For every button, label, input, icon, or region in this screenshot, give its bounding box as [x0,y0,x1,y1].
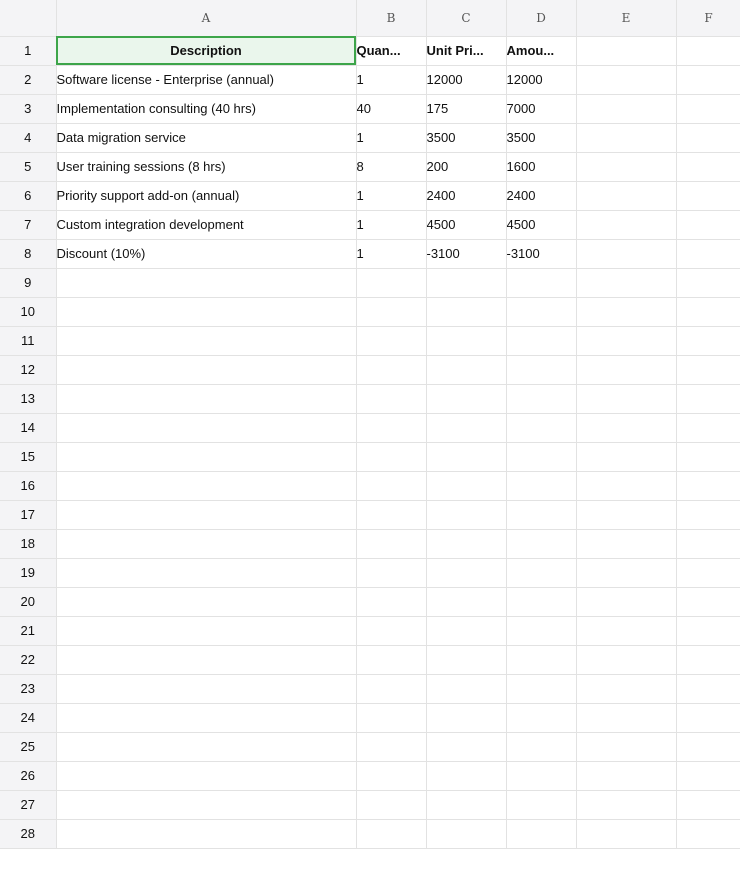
cell-f23[interactable] [676,674,740,703]
cell-f11[interactable] [676,326,740,355]
table-row [0,384,740,413]
table-row [0,587,740,616]
cell-e13[interactable] [576,384,676,413]
cell-b16[interactable] [356,471,426,500]
cell-e6[interactable] [576,181,676,210]
cell-d19[interactable] [506,558,576,587]
cell-f3[interactable] [676,94,740,123]
table-row [0,442,740,471]
cell-c11[interactable] [426,326,506,355]
cell-b15[interactable] [356,442,426,471]
cell-d1-amount-header[interactable]: Amou... [506,36,576,65]
table-row [0,326,740,355]
cell-b28[interactable] [356,819,426,848]
cell-a21[interactable] [56,616,356,645]
row-header[interactable]: 3 [0,94,56,123]
cell-b27[interactable] [356,790,426,819]
cell-f10[interactable] [676,297,740,326]
cell-a8[interactable]: Discount (10%) [56,239,356,268]
cell-c23[interactable] [426,674,506,703]
cell-b9[interactable] [356,268,426,297]
column-header-row [0,0,740,36]
cell-c25[interactable] [426,732,506,761]
cell-d5[interactable]: 1600 [506,152,576,181]
row-header[interactable]: 28 [0,819,56,848]
table-row [0,94,740,123]
cell-f8[interactable] [676,239,740,268]
row-header[interactable]: 27 [0,790,56,819]
cell-c12[interactable] [426,355,506,384]
cell-e18[interactable] [576,529,676,558]
cell-d3[interactable]: 7000 [506,94,576,123]
cell-e28[interactable] [576,819,676,848]
cell-f18[interactable] [676,529,740,558]
cell-b20[interactable] [356,587,426,616]
cell-b3[interactable]: 40 [356,94,426,123]
table-row [0,65,740,94]
table-row [0,36,740,65]
cell-c15[interactable] [426,442,506,471]
row-header[interactable]: 21 [0,616,56,645]
cell-c22[interactable] [426,645,506,674]
cell-c21[interactable] [426,616,506,645]
cell-f21[interactable] [676,616,740,645]
cell-f4[interactable] [676,123,740,152]
cell-c7[interactable]: 4500 [426,210,506,239]
cell-a19[interactable] [56,558,356,587]
cell-c19[interactable] [426,558,506,587]
cell-a6[interactable]: Priority support add-on (annual) [56,181,356,210]
cell-b22[interactable] [356,645,426,674]
cell-e22[interactable] [576,645,676,674]
cell-b12[interactable] [356,355,426,384]
column-header-e[interactable]: E [576,0,676,36]
cell-f19[interactable] [676,558,740,587]
cell-b26[interactable] [356,761,426,790]
row-header[interactable]: 20 [0,587,56,616]
cell-a7[interactable]: Custom integration development [56,210,356,239]
row-header[interactable]: 4 [0,123,56,152]
cell-d7[interactable]: 4500 [506,210,576,239]
cell-f16[interactable] [676,471,740,500]
cell-a9[interactable] [56,268,356,297]
cell-b18[interactable] [356,529,426,558]
table-row [0,123,740,152]
cell-d8[interactable]: -3100 [506,239,576,268]
cell-e15[interactable] [576,442,676,471]
cell-c14[interactable] [426,413,506,442]
table-row [0,703,740,732]
cell-f25[interactable] [676,732,740,761]
cell-a3[interactable]: Implementation consulting (40 hrs) [56,94,356,123]
cell-a11[interactable] [56,326,356,355]
column-header-b[interactable]: B [356,0,426,36]
cell-e10[interactable] [576,297,676,326]
row-header[interactable]: 23 [0,674,56,703]
cell-e4[interactable] [576,123,676,152]
cell-e7[interactable] [576,210,676,239]
row-header[interactable]: 8 [0,239,56,268]
table-row [0,819,740,848]
table-row [0,558,740,587]
cell-b24[interactable] [356,703,426,732]
cell-e17[interactable] [576,500,676,529]
table-row [0,268,740,297]
cell-e8[interactable] [576,239,676,268]
cell-b23[interactable] [356,674,426,703]
cell-b25[interactable] [356,732,426,761]
row-header[interactable]: 6 [0,181,56,210]
cell-b19[interactable] [356,558,426,587]
cell-b4[interactable]: 1 [356,123,426,152]
cell-a14[interactable] [56,413,356,442]
table-row [0,674,740,703]
cell-c5[interactable]: 200 [426,152,506,181]
table-row [0,152,740,181]
cell-f12[interactable] [676,355,740,384]
cell-b7[interactable]: 1 [356,210,426,239]
cell-d14[interactable] [506,413,576,442]
cell-e9[interactable] [576,268,676,297]
cell-c28[interactable] [426,819,506,848]
cell-a17[interactable] [56,500,356,529]
cell-b8[interactable]: 1 [356,239,426,268]
cell-f9[interactable] [676,268,740,297]
row-header[interactable]: 9 [0,268,56,297]
cell-a4[interactable]: Data migration service [56,123,356,152]
cell-a1-description-header[interactable]: Description [56,36,356,65]
cell-a28[interactable] [56,819,356,848]
cell-f28[interactable] [676,819,740,848]
row-header[interactable]: 17 [0,500,56,529]
table-row [0,790,740,819]
table-row [0,239,740,268]
table-row [0,210,740,239]
cell-d24[interactable] [506,703,576,732]
cell-e12[interactable] [576,355,676,384]
cell-f2[interactable] [676,65,740,94]
cell-e19[interactable] [576,558,676,587]
cell-d11[interactable] [506,326,576,355]
cell-a13[interactable] [56,384,356,413]
cell-f5[interactable] [676,152,740,181]
row-header[interactable]: 16 [0,471,56,500]
row-header[interactable]: 24 [0,703,56,732]
cell-c2[interactable]: 12000 [426,65,506,94]
table-row [0,761,740,790]
cell-e25[interactable] [576,732,676,761]
cell-e21[interactable] [576,616,676,645]
cell-d26[interactable] [506,761,576,790]
cell-e20[interactable] [576,587,676,616]
cell-a18[interactable] [56,529,356,558]
table-row [0,413,740,442]
cell-d18[interactable] [506,529,576,558]
row-header[interactable]: 11 [0,326,56,355]
row-header[interactable]: 5 [0,152,56,181]
table-row [0,500,740,529]
cell-f6[interactable] [676,181,740,210]
cell-b5[interactable]: 8 [356,152,426,181]
table-row [0,645,740,674]
cell-f24[interactable] [676,703,740,732]
row-header[interactable]: 18 [0,529,56,558]
cell-d22[interactable] [506,645,576,674]
cell-d28[interactable] [506,819,576,848]
cell-c10[interactable] [426,297,506,326]
cell-d12[interactable] [506,355,576,384]
table-row [0,471,740,500]
cell-f27[interactable] [676,790,740,819]
cell-c4[interactable]: 3500 [426,123,506,152]
cell-e3[interactable] [576,94,676,123]
cell-d20[interactable] [506,587,576,616]
cell-e23[interactable] [576,674,676,703]
table-row [0,355,740,384]
cell-b10[interactable] [356,297,426,326]
cell-e1[interactable] [576,36,676,65]
row-header[interactable]: 14 [0,413,56,442]
row-header[interactable]: 1 [0,36,56,65]
row-header[interactable]: 10 [0,297,56,326]
cell-c18[interactable] [426,529,506,558]
cell-b1-quantity-header[interactable]: Quan... [356,36,426,65]
cell-c20[interactable] [426,587,506,616]
cell-d10[interactable] [506,297,576,326]
cell-e27[interactable] [576,790,676,819]
row-header[interactable]: 25 [0,732,56,761]
cell-d13[interactable] [506,384,576,413]
cell-b13[interactable] [356,384,426,413]
cell-e16[interactable] [576,471,676,500]
cell-f7[interactable] [676,210,740,239]
cell-a15[interactable] [56,442,356,471]
table-row [0,529,740,558]
cell-a2[interactable]: Software license - Enterprise (annual) [56,65,356,94]
cell-d27[interactable] [506,790,576,819]
cell-d16[interactable] [506,471,576,500]
cell-d17[interactable] [506,500,576,529]
row-header[interactable]: 19 [0,558,56,587]
cell-e26[interactable] [576,761,676,790]
select-all-corner[interactable] [0,0,56,36]
cell-f22[interactable] [676,645,740,674]
cell-a10[interactable] [56,297,356,326]
cell-a5[interactable]: User training sessions (8 hrs) [56,152,356,181]
column-header-c[interactable]: C [426,0,506,36]
row-header[interactable]: 26 [0,761,56,790]
cell-c13[interactable] [426,384,506,413]
cell-c9[interactable] [426,268,506,297]
cell-a23[interactable] [56,674,356,703]
cell-b17[interactable] [356,500,426,529]
row-header[interactable]: 15 [0,442,56,471]
column-header-f[interactable]: F [676,0,740,36]
column-header-d[interactable]: D [506,0,576,36]
cell-c6[interactable]: 2400 [426,181,506,210]
cell-b11[interactable] [356,326,426,355]
cell-c16[interactable] [426,471,506,500]
cell-a22[interactable] [56,645,356,674]
cell-d4[interactable]: 3500 [506,123,576,152]
cell-c26[interactable] [426,761,506,790]
cell-f13[interactable] [676,384,740,413]
cell-e2[interactable] [576,65,676,94]
cell-d2[interactable]: 12000 [506,65,576,94]
row-header[interactable]: 22 [0,645,56,674]
cell-f26[interactable] [676,761,740,790]
table-row [0,181,740,210]
cell-f20[interactable] [676,587,740,616]
cell-b6[interactable]: 1 [356,181,426,210]
cell-c24[interactable] [426,703,506,732]
cell-f15[interactable] [676,442,740,471]
row-header[interactable]: 13 [0,384,56,413]
cell-d6[interactable]: 2400 [506,181,576,210]
cell-e11[interactable] [576,326,676,355]
cell-a25[interactable] [56,732,356,761]
cell-c17[interactable] [426,500,506,529]
cell-f1[interactable] [676,36,740,65]
cell-c1-unit-price-header[interactable]: Unit Pri... [426,36,506,65]
table-row [0,732,740,761]
cell-b2[interactable]: 1 [356,65,426,94]
cell-c3[interactable]: 175 [426,94,506,123]
cell-e5[interactable] [576,152,676,181]
cell-a27[interactable] [56,790,356,819]
row-header[interactable]: 12 [0,355,56,384]
cell-b21[interactable] [356,616,426,645]
cell-d23[interactable] [506,674,576,703]
cell-e14[interactable] [576,413,676,442]
table-row [0,616,740,645]
cell-e24[interactable] [576,703,676,732]
cell-a12[interactable] [56,355,356,384]
column-header-a[interactable]: A [56,0,356,36]
cell-d9[interactable] [506,268,576,297]
cell-f17[interactable] [676,500,740,529]
cell-a16[interactable] [56,471,356,500]
cell-c27[interactable] [426,790,506,819]
row-header[interactable]: 2 [0,65,56,94]
cell-a20[interactable] [56,587,356,616]
cell-d21[interactable] [506,616,576,645]
cell-d15[interactable] [506,442,576,471]
cell-f14[interactable] [676,413,740,442]
cell-d25[interactable] [506,732,576,761]
cell-b14[interactable] [356,413,426,442]
cell-a26[interactable] [56,761,356,790]
cell-a24[interactable] [56,703,356,732]
row-header[interactable]: 7 [0,210,56,239]
cell-c8[interactable]: -3100 [426,239,506,268]
table-row [0,297,740,326]
